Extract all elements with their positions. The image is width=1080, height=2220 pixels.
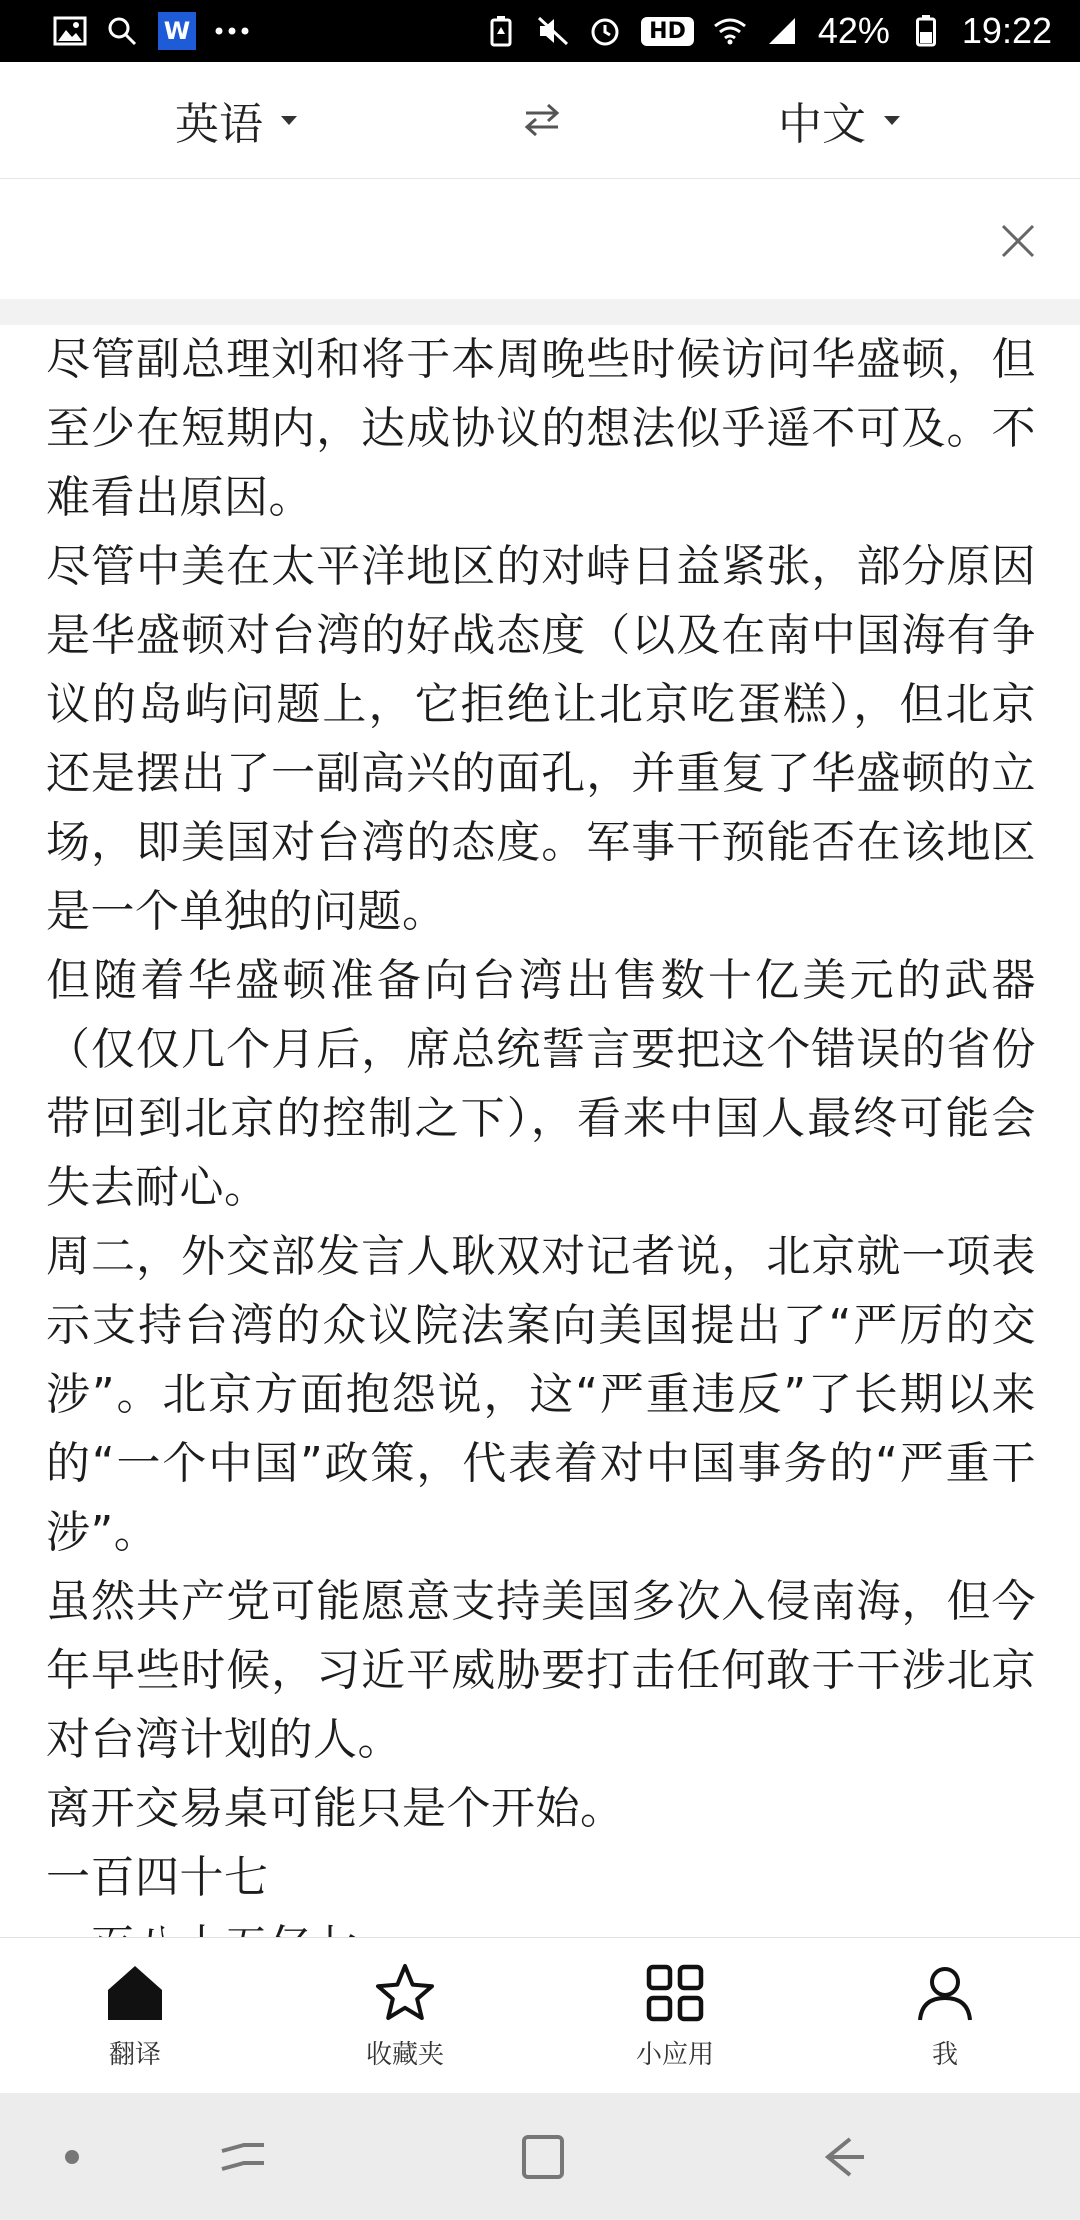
clock: 19:22	[961, 10, 1052, 51]
apps-grid-icon	[644, 1962, 706, 2024]
chevron-down-icon	[281, 116, 297, 125]
target-language-selector[interactable]	[778, 62, 900, 178]
close-icon[interactable]	[1000, 223, 1036, 259]
nav-label: 翻译	[108, 2039, 161, 2070]
battery-saver-icon	[485, 15, 517, 47]
translation-paragraph: 一百四十七	[46, 1852, 269, 1903]
section-divider	[0, 299, 1080, 325]
translation-paragraph: 但随着华盛顿准备向台湾出售数十亿美元的武器（仅仅几个月后，席总统誓言要把这个错误的省份带回到北京的控制之下），看来中国人最终可能会失去耐心。	[46, 955, 1036, 1213]
status-bar	[0, 0, 1080, 62]
more-dots-icon	[216, 15, 248, 47]
nav-item-me[interactable]	[810, 1938, 1080, 2094]
status-bar-left	[54, 12, 248, 50]
star-icon	[374, 1962, 436, 2024]
hd-badge: HD	[641, 17, 694, 46]
w-app-icon: W	[158, 12, 196, 50]
nav-label: 小应用	[635, 2039, 714, 2070]
status-bar-right	[485, 10, 1052, 52]
bottom-navigation	[0, 1937, 1080, 2094]
search-icon	[106, 15, 138, 47]
translation-output	[46, 325, 1036, 1937]
target-language-label: 中文	[778, 99, 866, 150]
back-icon[interactable]	[814, 2131, 874, 2183]
recents-icon[interactable]	[214, 2131, 274, 2183]
chevron-down-icon	[884, 116, 900, 125]
person-icon	[914, 1962, 976, 2024]
nav-label: 收藏夹	[365, 2039, 444, 2070]
translation-paragraph: 尽管中美在太平洋地区的对峙日益紧张，部分原因是华盛顿对台湾的好战态度（以及在南中国海有争议的岛屿问题上，它拒绝让北京吃蛋糕），但北京还是摆出了一副高兴的面孔，并重复了华盛顿的立场，即美国对台湾的态度。军事干预能否在该地区是一个单独的问题。	[46, 541, 1036, 937]
translation-paragraph: 尽管副总理刘和将于本周晚些时候访问华盛顿，但至少在短期内，达成协议的想法似乎遥不可及。不难看出原因。	[46, 334, 1036, 523]
system-navigation-bar	[0, 2093, 1080, 2220]
input-area[interactable]	[0, 179, 1080, 299]
gallery-icon	[54, 15, 86, 47]
swap-arrows-icon[interactable]	[520, 98, 564, 142]
nav-item-translate[interactable]	[0, 1938, 270, 2094]
wifi-icon	[714, 15, 746, 47]
home-square-icon[interactable]	[512, 2131, 572, 2183]
signal-4g-icon	[766, 15, 798, 47]
battery-percent: 42%	[817, 10, 890, 51]
nav-label: 我	[931, 2039, 958, 2070]
mute-icon	[537, 15, 569, 47]
source-language-label: 英语	[175, 99, 263, 150]
translation-paragraph: 离开交易桌可能只是个开始。	[46, 1783, 625, 1834]
language-bar	[0, 62, 1080, 179]
battery-icon	[910, 15, 942, 47]
nav-item-mini-apps[interactable]	[540, 1938, 810, 2094]
home-icon	[104, 1962, 166, 2024]
nav-item-favorites[interactable]	[270, 1938, 540, 2094]
source-language-selector[interactable]	[175, 62, 297, 178]
alarm-icon	[589, 15, 621, 47]
translation-paragraph: 虽然共产党可能愿意支持美国多次入侵南海，但今年早些时候，习近平威胁要打击任何敢于干涉北京对台湾计划的人。	[46, 1576, 1036, 1765]
translation-paragraph: 周二，外交部发言人耿双对记者说，北京就一项表示支持台湾的众议院法案向美国提出了“严厉的交涉”。北京方面抱怨说，这“严重违反”了长期以来的“一个中国”政策，代表着对中国事务的“严重干涉”。	[46, 1231, 1036, 1558]
dot-icon[interactable]	[44, 2131, 104, 2183]
